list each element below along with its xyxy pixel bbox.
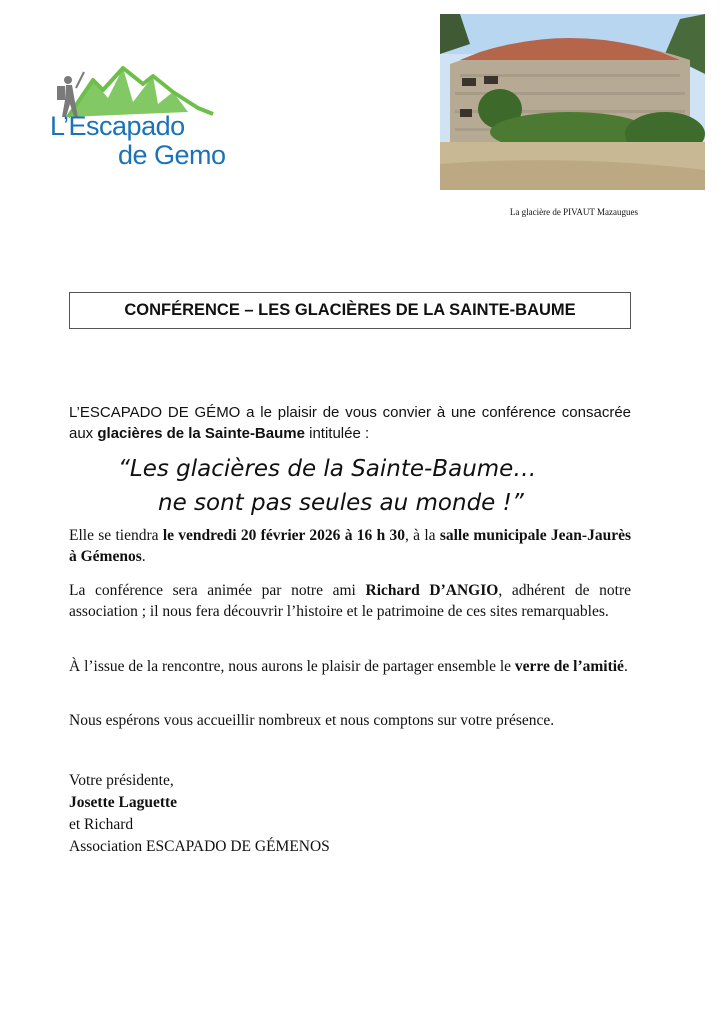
date-text-after: . [141,548,146,565]
date-text-middle: , à la [405,527,440,544]
signature-block [69,770,330,858]
escapado-logo [48,62,248,182]
date-text-before: Elle se tiendra [69,527,163,544]
reception-text-before: À l’issue de la rencontre, nous aurons le plaisir de partager ensemble le [69,658,515,675]
reception-paragraph [69,656,631,677]
conference-title: CONFÉRENCE – LES GLACIÈRES DE LA SAINTE-BAUME [69,292,631,329]
quote-line-2: ne sont pas seules au monde !” [158,490,524,516]
logo-line-1: L’Escapado [50,111,185,141]
conference-quote [100,452,620,520]
logo-line-2: de Gemo [118,140,226,170]
venue-text-bold: salle municipale Jean-Jaurès à Gémenos [69,527,631,565]
speaker-paragraph [69,580,631,622]
signature-name-bold: Josette Laguette [69,794,178,811]
date-paragraph [69,525,631,567]
speaker-text-after: , adhérent de notre association ; il nous fera découvrir l’histoire et le patrimoine de ces sites remarquables. [69,582,631,620]
reception-text-after: . [623,658,628,675]
intro-text-after: intitulée : [304,425,370,442]
closing-paragraph: Nous espérons vous accueillir nombreux et nous comptons sur votre présence. [69,712,555,729]
photo-caption: La glacière de PIVAUT Mazaugues [509,207,638,217]
signature-line-1: Votre présidente, [69,772,174,789]
speaker-text-before: La conférence sera animée par notre ami [69,582,366,599]
signature-name [69,792,330,814]
intro-text-bold: glacières de la Sainte-Baume [97,425,305,442]
signature-line-4: Association ESCAPADO DE GÉMENOS [69,838,330,855]
speaker-name: Richard D’ANGIO [365,582,499,599]
intro-text-before: L’ESCAPADO DE GÉMO a le plaisir de vous convier à une conférence consacrée aux [69,404,631,442]
intro-paragraph [69,402,631,444]
reception-text-bold: verre de l’amitié [514,658,624,675]
glaciere-photo [440,14,705,190]
date-text-bold: le vendredi 20 février 2026 à 16 h 30 [162,527,405,544]
quote-line-1: “Les glacières de la Sainte-Baume… [118,456,537,482]
signature-line-3: et Richard [69,816,134,833]
